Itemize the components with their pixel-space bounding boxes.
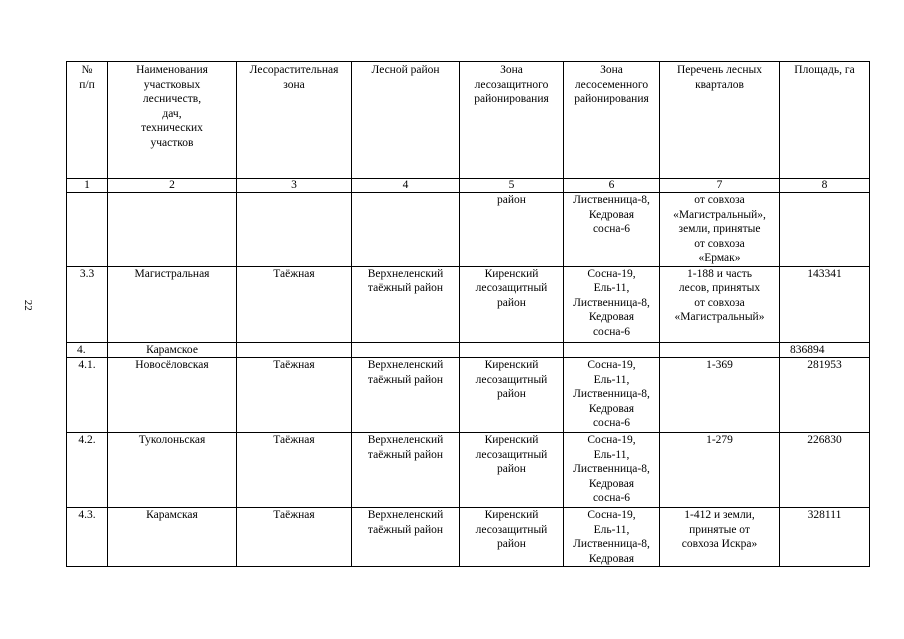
- forest-district: Верхнеленский таёжный район: [352, 358, 460, 433]
- header-cell: Лесной район: [352, 62, 460, 179]
- page-number: 22: [21, 299, 34, 311]
- vegetation-zone: Таёжная: [237, 266, 352, 342]
- quarters-list: 1-279: [660, 433, 780, 508]
- protection-zone: Киренский лесозащитный район: [460, 508, 564, 567]
- header-cell: Зона лесосеменного районирования: [564, 62, 660, 179]
- row-number: 4.3.: [67, 508, 108, 567]
- column-number-row: [67, 179, 870, 193]
- row-number: [67, 193, 108, 267]
- header-cell: Лесорастительная зона: [237, 62, 352, 179]
- row-number: 4.2.: [67, 433, 108, 508]
- district-name: Новосёловская: [108, 358, 237, 433]
- row-number: 3.3: [67, 266, 108, 342]
- header-cell: Площадь, га: [780, 62, 870, 179]
- forest-district: [352, 193, 460, 267]
- protection-zone: район: [460, 193, 564, 267]
- protection-zone: Киренский лесозащитный район: [460, 266, 564, 342]
- table-row: [67, 358, 870, 433]
- protection-zone: [460, 342, 564, 358]
- vegetation-zone: Таёжная: [237, 358, 352, 433]
- area-value: 226830: [780, 433, 870, 508]
- quarters-list: [660, 342, 780, 358]
- area-value: 328111: [780, 508, 870, 567]
- area-value: 143341: [780, 266, 870, 342]
- protection-zone: Киренский лесозащитный район: [460, 433, 564, 508]
- vegetation-zone: [237, 193, 352, 267]
- seed-zone: Лиственница-8, Кедровая сосна-6: [564, 193, 660, 267]
- quarters-list: 1-188 и часть лесов, принятых от совхоза «Магистральный»: [660, 266, 780, 342]
- header-cell: № п/п: [67, 62, 108, 179]
- quarters-list: 1-369: [660, 358, 780, 433]
- vegetation-zone: [237, 342, 352, 358]
- column-number: 6: [564, 179, 660, 193]
- header-cell: Зона лесозащитного районирования: [460, 62, 564, 179]
- seed-zone: [564, 342, 660, 358]
- header-row: [67, 62, 870, 179]
- seed-zone: Сосна-19, Ель-11, Лиственница-8, Кедровая сосна-6: [564, 266, 660, 342]
- table-row: [67, 508, 870, 567]
- quarters-list: 1-412 и земли, принятые от совхоза Искра»: [660, 508, 780, 567]
- area-value: 281953: [780, 358, 870, 433]
- forest-district: [352, 342, 460, 358]
- seed-zone: Сосна-19, Ель-11, Лиственница-8, Кедровая сосна-6: [564, 433, 660, 508]
- forest-district: Верхнеленский таёжный район: [352, 433, 460, 508]
- seed-zone: Сосна-19, Ель-11, Лиственница-8, Кедровая: [564, 508, 660, 567]
- table-row: [67, 266, 870, 342]
- column-number: 4: [352, 179, 460, 193]
- forest-districts-table: [66, 61, 870, 567]
- column-number: 3: [237, 179, 352, 193]
- seed-zone: Сосна-19, Ель-11, Лиственница-8, Кедровая сосна-6: [564, 358, 660, 433]
- row-number: 4.: [67, 342, 108, 358]
- district-name: Туколоньская: [108, 433, 237, 508]
- district-name: Магистральная: [108, 266, 237, 342]
- table-row: [67, 433, 870, 508]
- area-value: [780, 193, 870, 267]
- quarters-list: от совхоза «Магистральный», земли, принятые от совхоза «Ермак»: [660, 193, 780, 267]
- table-row: [67, 193, 870, 267]
- forest-district: Верхнеленский таёжный район: [352, 266, 460, 342]
- district-name: Карамское: [108, 342, 237, 358]
- header-cell: Перечень лесных кварталов: [660, 62, 780, 179]
- area-value: 836894: [780, 342, 870, 358]
- protection-zone: Киренский лесозащитный район: [460, 358, 564, 433]
- vegetation-zone: Таёжная: [237, 508, 352, 567]
- column-number: 1: [67, 179, 108, 193]
- district-name: Карамская: [108, 508, 237, 567]
- row-number: 4.1.: [67, 358, 108, 433]
- table-row: [67, 342, 870, 358]
- column-number: 7: [660, 179, 780, 193]
- vegetation-zone: Таёжная: [237, 433, 352, 508]
- forest-district: Верхнеленский таёжный район: [352, 508, 460, 567]
- column-number: 8: [780, 179, 870, 193]
- column-number: 2: [108, 179, 237, 193]
- district-name: [108, 193, 237, 267]
- column-number: 5: [460, 179, 564, 193]
- header-cell: Наименования участковых лесничеств, дач, технических участков: [108, 62, 237, 179]
